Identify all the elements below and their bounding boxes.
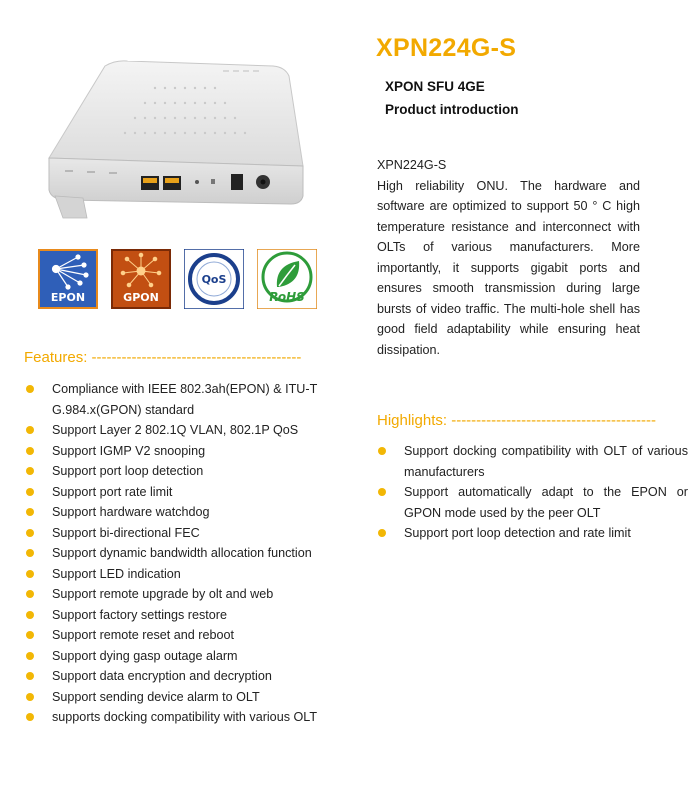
bullet-icon: [378, 529, 386, 537]
feature-item: Support port loop detection: [25, 461, 345, 482]
feature-item: Support hardware watchdog: [25, 502, 345, 523]
bullet-icon: [26, 713, 34, 721]
feature-item: Support dying gasp outage alarm: [25, 646, 345, 667]
bullet-icon: [26, 426, 34, 434]
bullet-icon: [26, 693, 34, 701]
rohs-badge: [257, 249, 317, 309]
intro-section: [377, 155, 640, 360]
feature-item: Compliance with IEEE 802.3ah(EPON) & ITU-T G.984.x(GPON) standard: [25, 379, 345, 420]
badge-row: [38, 249, 317, 309]
epon-badge: [38, 249, 98, 309]
feature-item: Support sending device alarm to OLT: [25, 687, 345, 708]
feature-item: Support LED indication: [25, 564, 345, 585]
bullet-icon: [378, 447, 386, 455]
feature-item: Support bi-directional FEC: [25, 523, 345, 544]
product-type: XPON SFU 4GE: [385, 79, 485, 94]
bullet-icon: [26, 467, 34, 475]
bullet-icon: [26, 611, 34, 619]
bullet-icon: [26, 652, 34, 660]
bullet-icon: [26, 508, 34, 516]
feature-item: Support Layer 2 802.1Q VLAN, 802.1P QoS: [25, 420, 345, 441]
intro-description: High reliability ONU. The hardware and software are optimized to support 50 ° C high temperature resistance and interconnect with OLTs of various manufacturers. More importantly, it supports gigabit ports and ensures smooth transmission during large bursts of video traffic. The multi-hole shell has good field adaptability while ensuring heat dissipation.: [377, 178, 640, 357]
highlights-heading: Highlights: -----------------------------------------: [377, 412, 657, 429]
bullet-icon: [26, 549, 34, 557]
rohs-label: RoHS: [269, 290, 305, 304]
product-subtitle: [385, 75, 518, 121]
product-image: [35, 58, 315, 228]
intro-model: XPN224G-S: [377, 158, 447, 172]
highlight-item: Support automatically adapt to the EPON or GPON mode used by the peer OLT: [377, 482, 688, 523]
epon-label: EPON: [50, 291, 86, 304]
feature-item: Support factory settings restore: [25, 605, 345, 626]
bullet-icon: [26, 385, 34, 393]
features-list: [25, 379, 345, 728]
feature-item: Support dynamic bandwidth allocation function: [25, 543, 345, 564]
qos-label: QoS: [201, 273, 227, 286]
feature-item: Support port rate limit: [25, 482, 345, 503]
gpon-badge: [111, 249, 171, 309]
highlight-item: Support docking compatibility with OLT of various manufacturers: [377, 441, 688, 482]
qos-badge: [184, 249, 244, 309]
feature-item: supports docking compatibility with various OLT: [25, 707, 345, 728]
bullet-icon: [26, 590, 34, 598]
bullet-icon: [26, 672, 34, 680]
feature-item: Support remote reset and reboot: [25, 625, 345, 646]
bullet-icon: [26, 447, 34, 455]
bullet-icon: [26, 488, 34, 496]
feature-item: Support data encryption and decryption: [25, 666, 345, 687]
bullet-icon: [26, 529, 34, 537]
feature-item: Support remote upgrade by olt and web: [25, 584, 345, 605]
gpon-label: GPON: [123, 291, 159, 304]
product-introduction-label: Product introduction: [385, 102, 519, 117]
highlight-item: Support port loop detection and rate limit: [377, 523, 688, 544]
feature-item: Support IGMP V2 snooping: [25, 441, 345, 462]
bullet-icon: [26, 570, 34, 578]
bullet-icon: [378, 488, 386, 496]
highlights-list: [377, 441, 688, 544]
product-title: XPN224G-S: [376, 34, 517, 62]
features-heading: Features: ------------------------------------------: [24, 349, 302, 366]
bullet-icon: [26, 631, 34, 639]
